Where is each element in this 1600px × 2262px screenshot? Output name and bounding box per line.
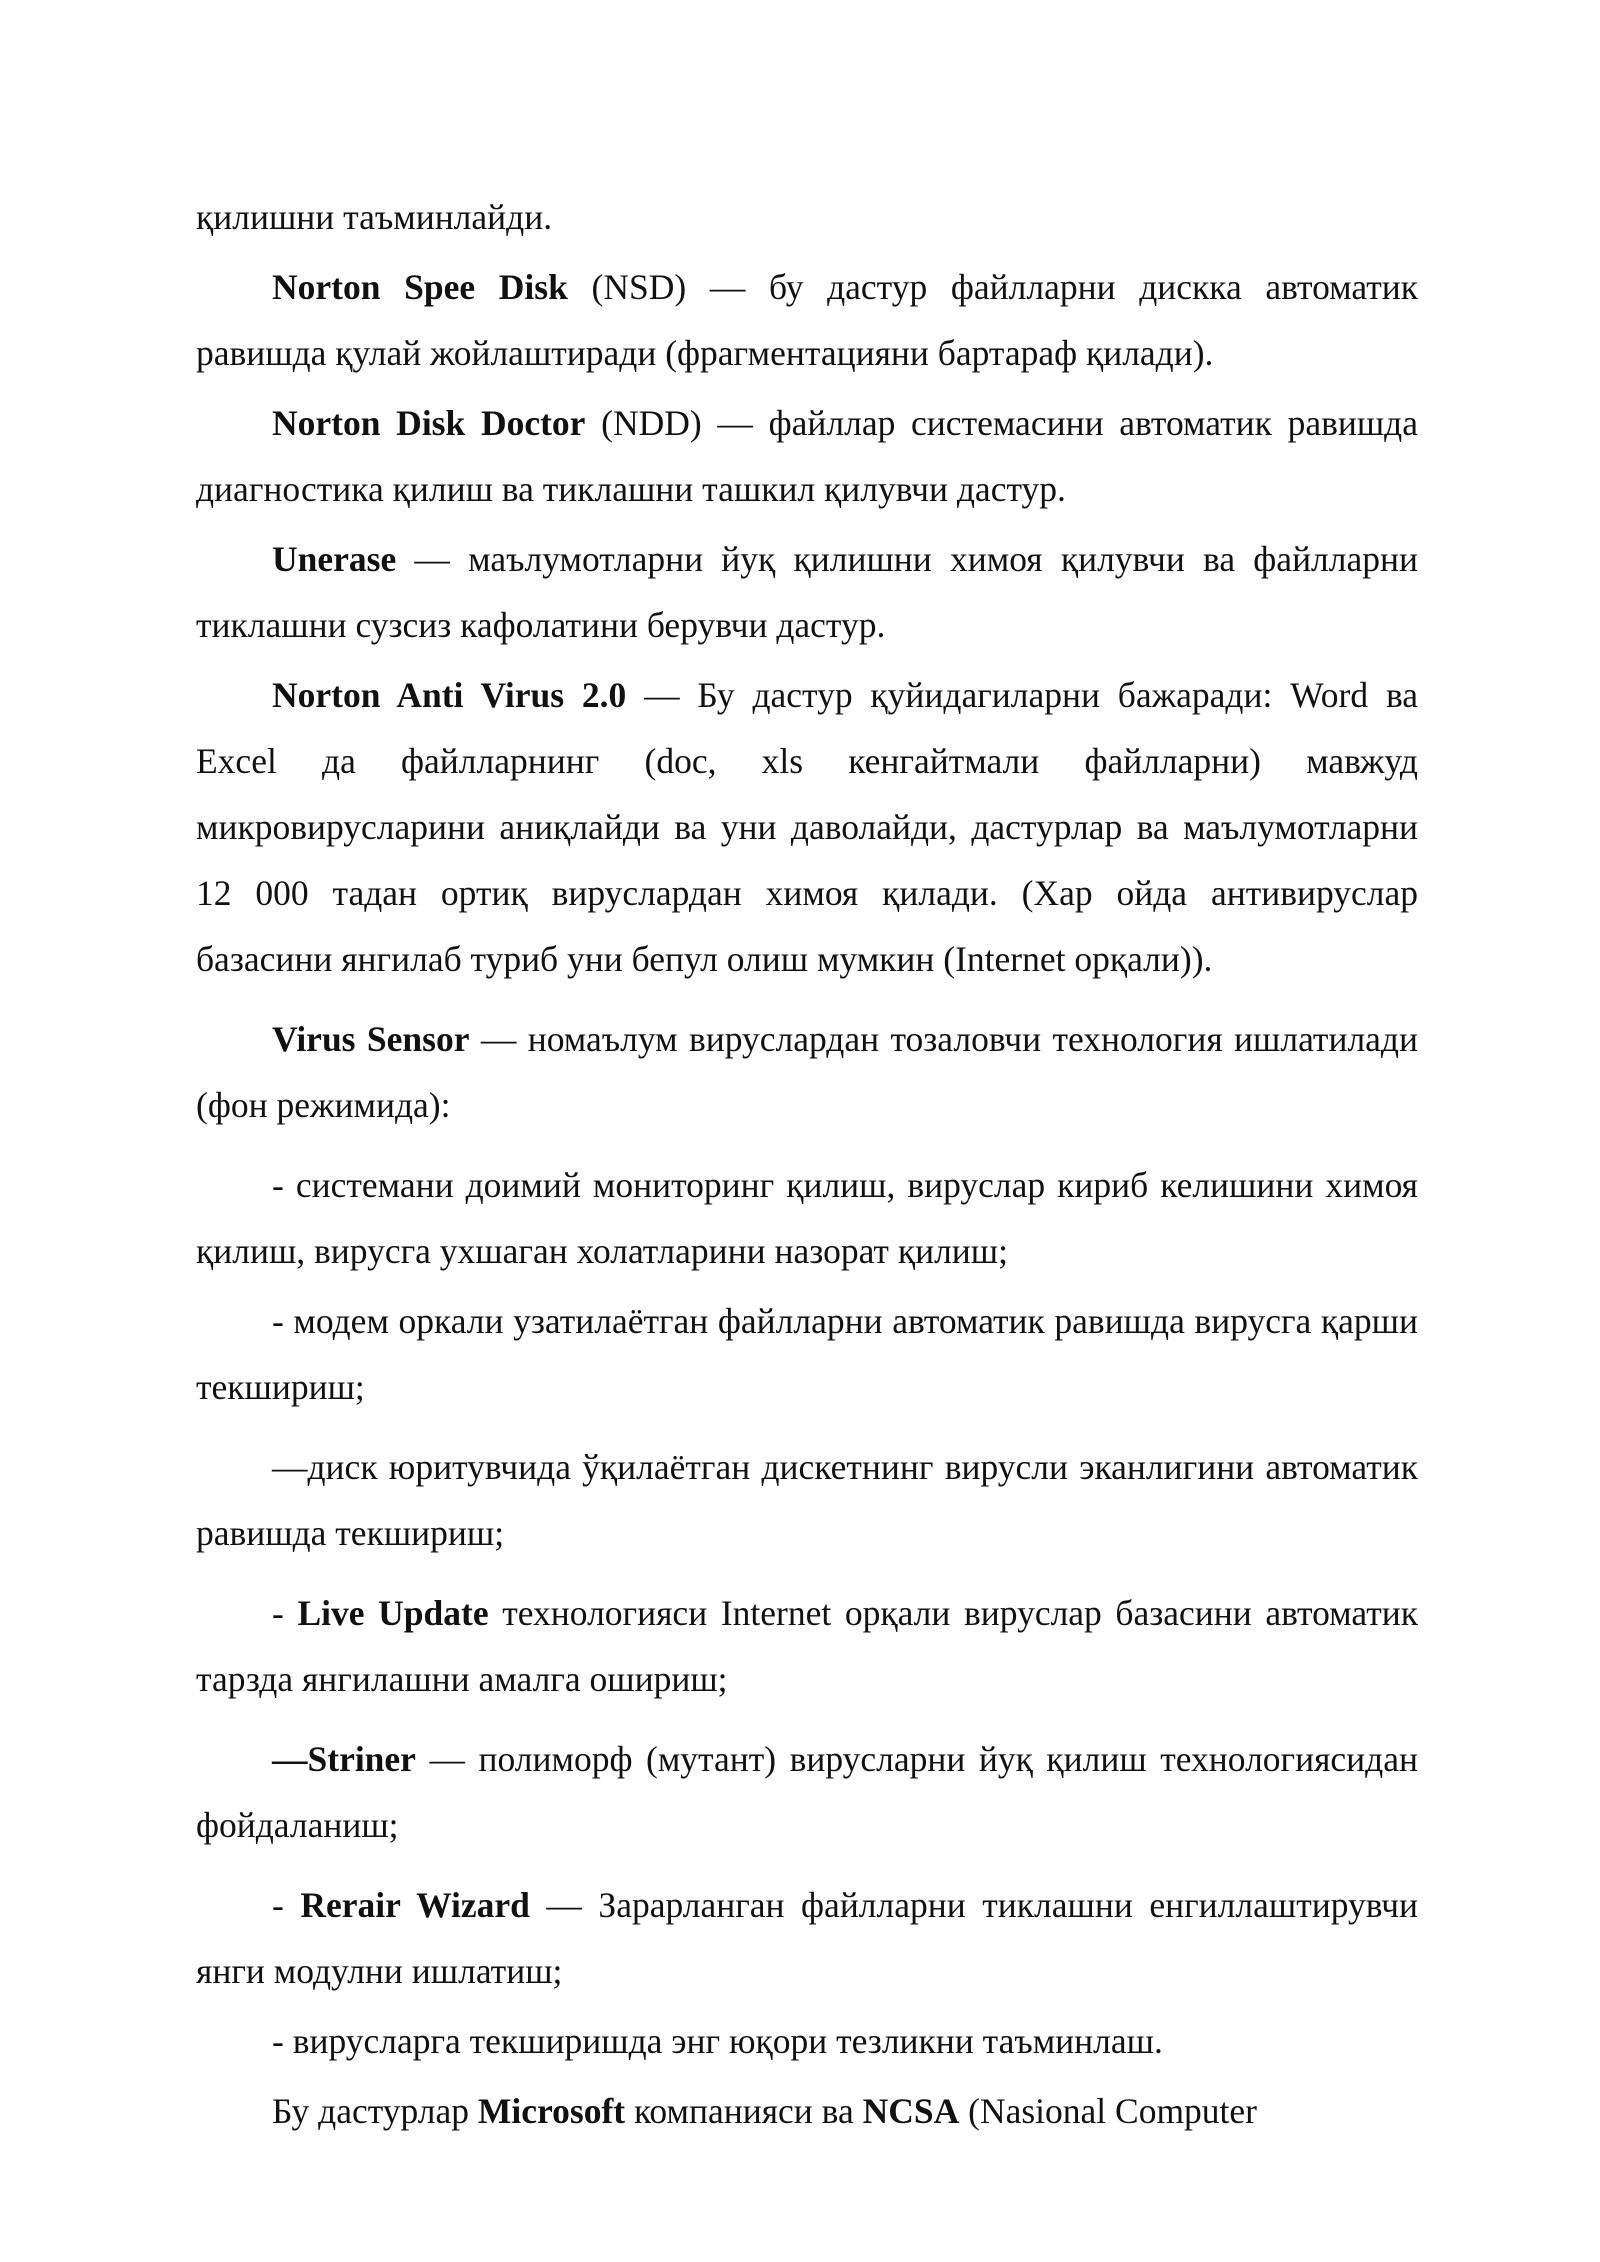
- paragraph-virus-sensor: Virus Sensor — номаълум вируслардан тозаловчи технология ишлатилади (фон режимида):: [196, 1019, 1418, 1125]
- term-norton-speed-disk: Norton Spee Disk: [272, 267, 568, 307]
- list-item-monitoring: - системани доимий мониторинг қилиш, вируслар кириб келишини химоя қилиш, вирусга ухшаган холатларини назорат қилиш;: [196, 1165, 1418, 1271]
- term-live-update: Live Update: [297, 1593, 489, 1633]
- list-item-disk-check: —диск юритувчида ўқилаётган дискетнинг вирусли эканлигини автоматик равишда текшириш;: [196, 1447, 1418, 1553]
- list-item-speed: - вирусларга текширишда энг юқори тезликни таъминлаш.: [272, 2021, 1163, 2061]
- list-item-striner: —Striner — полиморф (мутант) вирусларни йуқ қилиш технологиясидан фойдаланиш;: [196, 1739, 1418, 1845]
- term-norton-antivirus: Norton Anti Virus 2.0: [272, 675, 627, 715]
- term-unerase: Unerase: [272, 539, 397, 579]
- paragraph-norton-disk-doctor: Norton Disk Doctor (NDD) — файллар системасини автоматик равишда диагностика қилиш ва тиклашни ташкил қилувчи дастур.: [196, 403, 1418, 509]
- document-page: [196, 184, 1418, 2148]
- term-norton-disk-doctor: Norton Disk Doctor: [272, 403, 586, 443]
- list-item-live-update: - Live Update технологияси Internet орқали вируслар базасини автоматик тарзда янгилашни амалга ошириш;: [196, 1593, 1418, 1699]
- paragraph-unerase: Unerase — маълумотларни йуқ қилишни химоя қилувчи ва файлларни тиклашни сузсиз кафолатини берувчи дастур.: [196, 539, 1418, 645]
- term-microsoft: Microsoft: [477, 2091, 626, 2131]
- term-striner: —Striner: [272, 1739, 416, 1779]
- paragraph-microsoft-ncsa: Бу дастурлар Microsoft компанияси ва NCSA (Nasional Computer: [272, 2091, 1257, 2131]
- term-ncsa: NCSA: [862, 2091, 960, 2131]
- list-item-repair-wizard: - Rerair Wizard — Зарарланган файлларни тиклашни енгиллаштирувчи янги модулни ишлатиш;: [196, 1885, 1419, 1991]
- list-item-modem-check: - модем оркали узатилаётган файлларни автоматик равишда вирусга қарши текшириш;: [196, 1301, 1418, 1407]
- term-virus-sensor: Virus Sensor: [272, 1019, 470, 1059]
- paragraph-norton-antivirus: Norton Anti Virus 2.0 — Бу дастур қуйидагиларни бажаради: Word ва Excel да файлларнинг (doc, xls кенгайтмали файлларни) мавжуд микровирусларини аниқлайди ва уни даволайди, дастурлар ва маълумотларни 12 000 тадан ортиқ вируслардан химоя қилади. (Хар ойда антивируслар базасини янгилаб туриб уни бепул олиш мумкин (Internet орқали)).: [196, 675, 1418, 979]
- paragraph-norton-speed-disk: Norton Spee Disk (NSD) — бу дастур файлларни дискка автоматик равишда қулай жойлаштиради (фрагментацияни бартараф қилади).: [196, 267, 1418, 373]
- paragraph-continuation: қилишни таъминлайди.: [196, 197, 553, 237]
- term-repair-wizard: Rerair Wizard: [300, 1885, 530, 1925]
